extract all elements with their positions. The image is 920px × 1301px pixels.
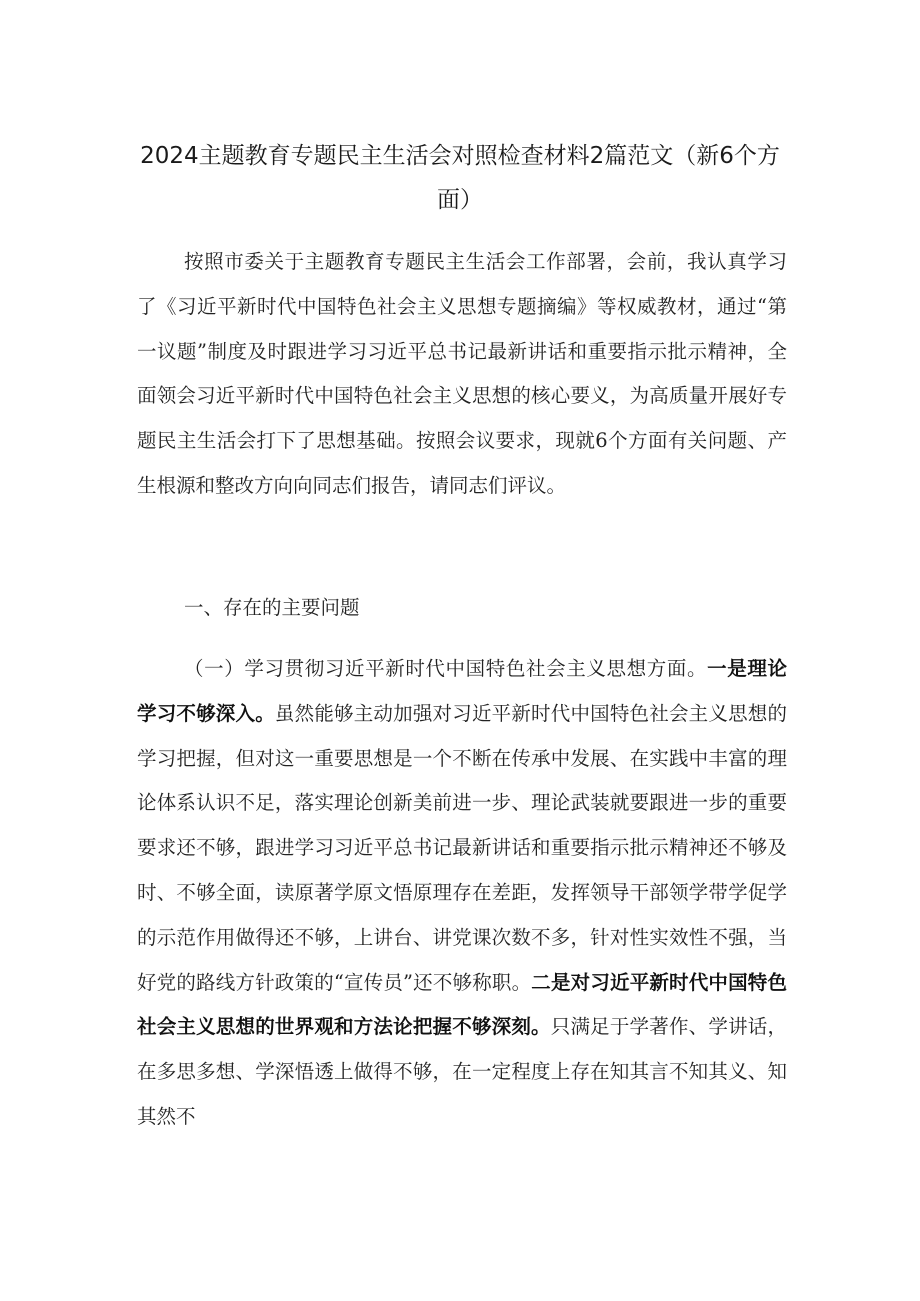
document-title-line-1: 2024主题教育专题民主生活会对照检查材料2篇范文（新6个方 xyxy=(140,143,780,169)
section-1-paragraph xyxy=(137,647,787,1140)
section-1-lead: （一）学习贯彻习近平新时代中国特色社会主义思想方面。 xyxy=(184,657,708,680)
point-1-text: 虽然能够主动加强对习近平新时代中国特色社会主义思想的学习把握，但对这一重要思想是一个不断在传承中发展、在实践中丰富的理论体系认识不足，落实理论创新美前进一步、理论武装就要跟进一步的重要要求还不够，跟进学习习近平总书记最新讲话和重要指示批示精神还不够及时、不够全面，读原著学原文悟原理存在差距，发挥领导干部领学带学促学的示范作用做得还不够，上讲台、讲党课次数不多，针对性实效性不强，当好党的路线方针政策的“宣传员”还不够称职。 xyxy=(137,701,787,994)
intro-paragraph: 按照市委关于主题教育专题民主生活会工作部署，会前，我认真学习了《习近平新时代中国特色社会主义思想专题摘编》等权威教材，通过“第一议题”制度及时跟进学习习近平总书记最新讲话和重要指示批示精神，全面领会习近平新时代中国特色社会主义思想的核心要义，为高质量开展好专题民主生活会打下了思想基础。按照会议要求，现就6个方面有关问题、产生根源和整改方向向同志们报告，请同志们评议。 xyxy=(137,250,787,497)
point-2-bold: 二是对习近平新时代中国特色社会主义思想的世界观和方法论把握不够深刻。 xyxy=(137,970,787,1039)
section-heading: 一、存在的主要问题 xyxy=(184,596,360,619)
document-title-line-2: 面） xyxy=(437,187,483,213)
point-2-text: 只满足于学著作、学讲话，在多思多想、学深悟透上做得不够，在一定程度上存在知其言不知其义、知其然不 xyxy=(137,1015,787,1128)
point-1-bold: 一是理论学习不够深入。 xyxy=(137,657,787,725)
